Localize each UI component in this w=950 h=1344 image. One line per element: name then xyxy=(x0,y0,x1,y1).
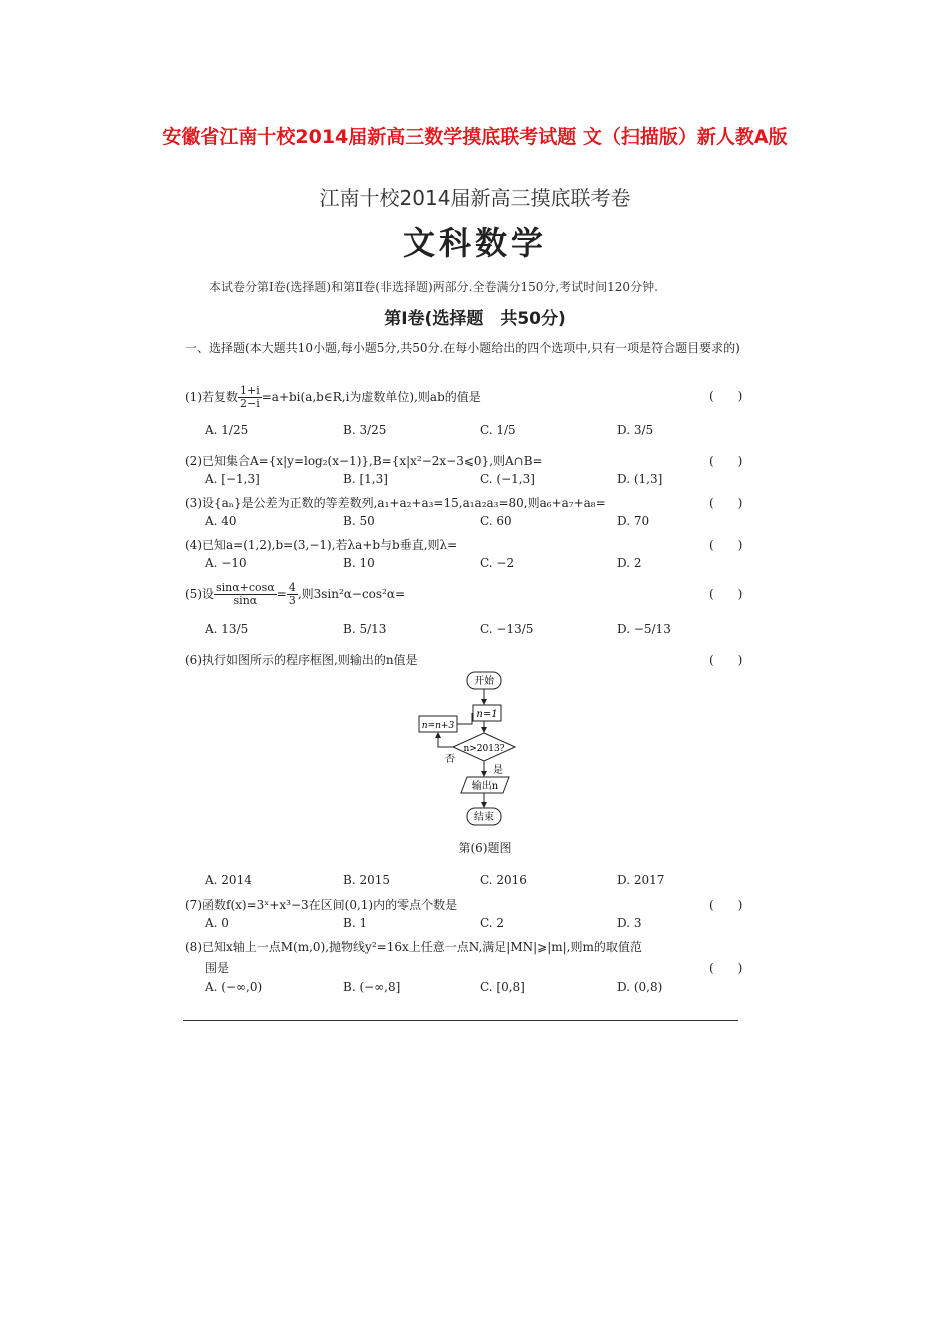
question-5-option: C. −13/5 xyxy=(480,622,534,636)
question-1-option: C. 1/5 xyxy=(480,423,516,437)
answer-paren: ( ) xyxy=(709,538,743,552)
question-1-option: D. 3/5 xyxy=(617,423,654,437)
question-2-option: D. (1,3] xyxy=(617,472,663,486)
program-flowchart xyxy=(417,670,537,830)
footer-rule xyxy=(183,1020,738,1021)
answer-paren: ( ) xyxy=(709,898,743,912)
answer-paren: ( ) xyxy=(709,496,743,510)
question-6-option: B. 2015 xyxy=(343,873,390,887)
q5-frac-num: sinα+cosα xyxy=(216,581,275,594)
flow-output-label: 输出n xyxy=(471,781,499,792)
question-2-option: A. [−1,3] xyxy=(205,472,260,486)
flow-no-label: 否 xyxy=(445,754,455,765)
answer-paren: ( ) xyxy=(709,653,743,667)
question-8-stem-cont: 围是 xyxy=(205,961,230,975)
question-2-option: B. [1,3] xyxy=(343,472,388,486)
question-6-option: D. 2017 xyxy=(617,873,665,887)
document-title: 安徽省江南十校2014届新高三数学摸底联考试题 文（扫描版）新人教A版 xyxy=(162,126,788,148)
question-4-option: B. 10 xyxy=(343,556,375,570)
flow-init-label: n=1 xyxy=(476,709,498,720)
flow-yes-label: 是 xyxy=(493,765,503,776)
question-5-option: A. 13/5 xyxy=(205,622,249,636)
q5-rhs-num: 4 xyxy=(288,581,296,594)
question-3-option: A. 40 xyxy=(205,514,237,528)
question-3-option: D. 70 xyxy=(617,514,650,528)
q5-tail: ,则3sin²α−cos²α= xyxy=(297,587,406,601)
question-4-option: C. −2 xyxy=(480,556,515,570)
flow-end-label: 结束 xyxy=(474,812,494,823)
question-8-option: B. (−∞,8] xyxy=(343,980,401,994)
q5-fraction-rhs xyxy=(287,582,298,607)
question-6-option: C. 2016 xyxy=(480,873,527,887)
question-5-option: D. −5/13 xyxy=(617,622,671,636)
exam-title: 文科数学 xyxy=(402,224,547,262)
question-4-stem: (4)已知a=(1,2),b=(3,−1),若λa+b与b垂直,则λ= xyxy=(185,538,458,552)
question-8-option: A. (−∞,0) xyxy=(205,980,263,994)
question-8-option: C. [0,8] xyxy=(480,980,525,994)
question-5-stem: (5)设 $\frac{\sin\alpha+\cos\alpha}{\sin\alpha}$ = $\frac{4}{3}$ ,则3sin²α−cos²α= xyxy=(185,581,406,607)
q1-frac-num: 1+i xyxy=(240,384,260,397)
figure-caption: 第(6)题图 xyxy=(458,841,512,855)
question-6-stem: (6)执行如图所示的程序框图,则输出的n值是 xyxy=(185,653,418,667)
question-1-option: B. 3/25 xyxy=(343,423,387,437)
question-7-option: D. 3 xyxy=(617,916,642,930)
scanned-exam-page xyxy=(175,178,775,1036)
answer-paren: ( ) xyxy=(709,389,743,403)
question-3-option: C. 60 xyxy=(480,514,512,528)
exam-intro: 本试卷分第Ⅰ卷(选择题)和第Ⅱ卷(非选择题)两部分.全卷满分150分,考试时间120分钟. xyxy=(209,280,658,294)
answer-paren: ( ) xyxy=(709,961,743,975)
question-7-stem: (7)函数f(x)=3ˣ+x³−3在区间(0,1)内的零点个数是 xyxy=(185,898,458,912)
flow-update-label: n=n+3 xyxy=(421,721,455,731)
question-7-option: A. 0 xyxy=(205,916,229,930)
answer-paren: ( ) xyxy=(709,454,743,468)
exam-subtitle: 江南十校2014届新高三摸底联考卷 xyxy=(319,186,631,210)
question-8-option: D. (0,8) xyxy=(617,980,663,994)
section-heading: 第Ⅰ卷(选择题 共50分) xyxy=(384,309,566,329)
question-1-stem: (1)若复数 $\frac{1+i}{2-i}$ =a+bi(a,b∈R,i为虚数单位),则ab的值是 xyxy=(185,384,481,410)
q1-frac-den: 2−i xyxy=(240,397,260,410)
question-7-option: B. 1 xyxy=(343,916,368,930)
question-7-option: C. 2 xyxy=(480,916,505,930)
question-3-option: B. 50 xyxy=(343,514,375,528)
question-6-option: A. 2014 xyxy=(205,873,252,887)
q5-fraction-lhs xyxy=(214,582,277,607)
question-2-option: C. (−1,3] xyxy=(480,472,535,486)
q1-fraction xyxy=(238,385,262,410)
question-3-stem: (3)设{aₙ}是公差为正数的等差数列,a₁+a₂+a₃=15,a₁a₂a₃=80,则a₆+a₇+a₈= xyxy=(185,496,606,510)
flow-condition-label: n>2013? xyxy=(463,744,505,754)
question-1-option: A. 1/25 xyxy=(205,423,249,437)
question-5-option: B. 5/13 xyxy=(343,622,387,636)
question-4-option: A. −10 xyxy=(205,556,247,570)
q5-rhs-den: 3 xyxy=(288,594,296,607)
question-4-option: D. 2 xyxy=(617,556,642,570)
q5-frac-den: sinα xyxy=(233,594,258,607)
answer-paren: ( ) xyxy=(709,587,743,601)
q1-tail: =a+bi(a,b∈R,i为虚数单位),则ab的值是 xyxy=(261,390,481,404)
question-2-stem: (2)已知集合A={x|y=log₂(x−1)},B={x|x²−2x−3⩽0},则A∩B= xyxy=(185,454,543,468)
flow-start-label: 开始 xyxy=(474,676,494,687)
part-heading: 一、选择题(本大题共10小题,每小题5分,共50分.在每小题给出的四个选项中,只有一项是符合题目要求的) xyxy=(185,341,740,355)
question-8-stem: (8)已知x轴上一点M(m,0),抛物线y²=16x上任意一点N,满足|MN|⩾|m|,则m的取值范 xyxy=(185,940,642,954)
